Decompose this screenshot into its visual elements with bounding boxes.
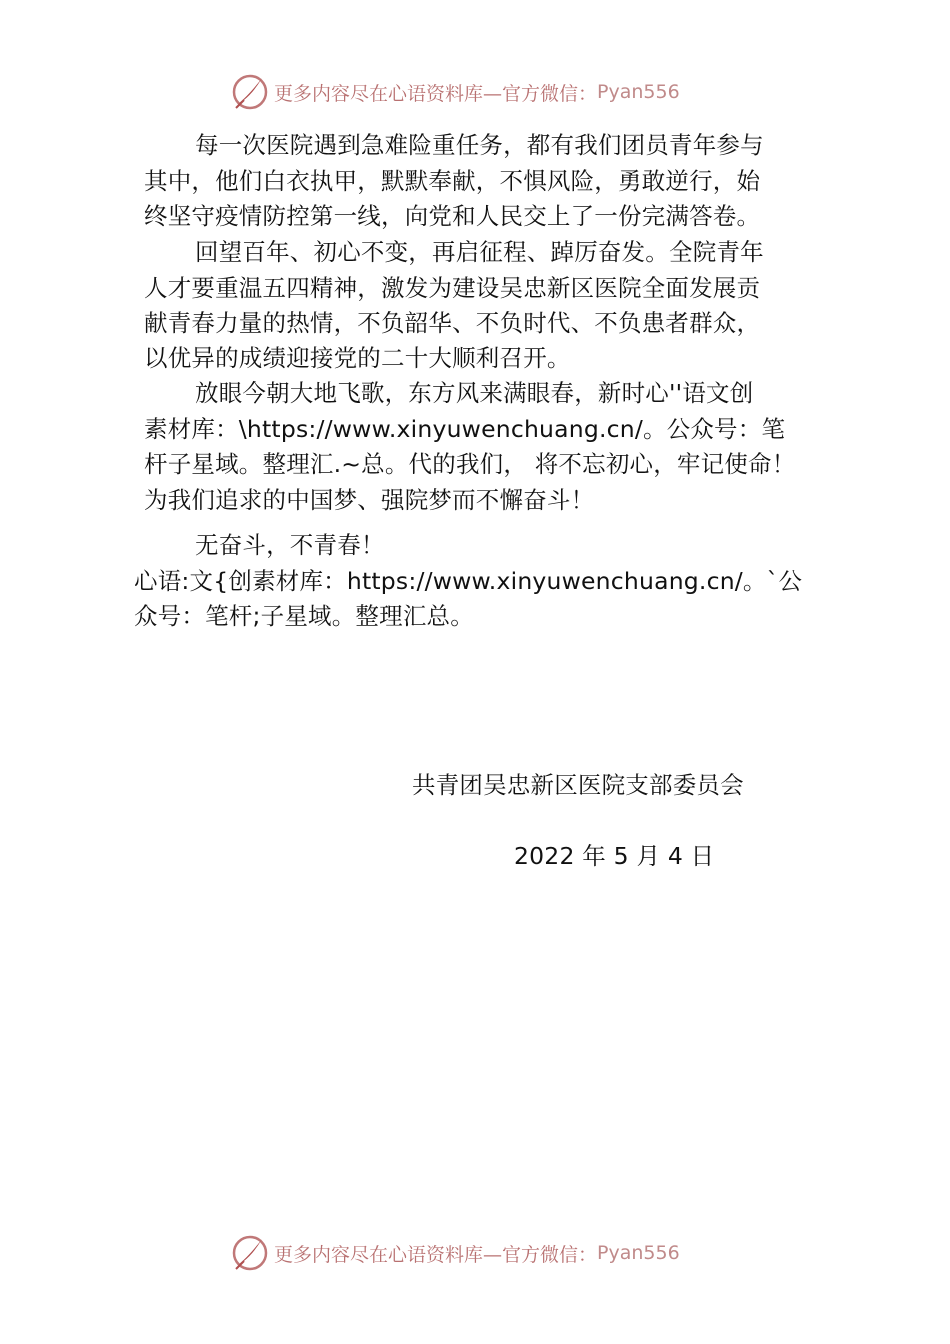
watermark-footer bbox=[230, 1233, 680, 1273]
body-line: 无奋斗，不青春！ bbox=[195, 531, 385, 559]
watermark-wechat-id: Pyan556 bbox=[597, 81, 680, 103]
body-line: 素材库：\https://www.xinyuwenchuang.cn/。公众号：笔 bbox=[144, 415, 786, 443]
watermark-header bbox=[230, 72, 680, 112]
body-line: 杆子星域。整理汇.~总。代的我们， 将不忘初心，牢记使命！ bbox=[144, 450, 796, 478]
body-line: 每一次医院遇到急难险重任务，都有我们团员青年参与 bbox=[195, 131, 764, 159]
body-line: 献青春力量的热情，不负韶华、不负时代、不负患者群众， bbox=[144, 309, 761, 337]
signature-organization: 共青团吴忠新区医院支部委员会 bbox=[412, 771, 744, 799]
signature-date: 2022 年 5 月 4 日 bbox=[514, 842, 715, 870]
watermark-wechat-id: Pyan556 bbox=[597, 1242, 680, 1264]
body-line: 终坚守疫情防控第一线，向党和人民交上了一份完满答卷。 bbox=[144, 202, 761, 230]
body-line: 众号：笔杆;子星域。整理汇总。 bbox=[134, 602, 474, 630]
body-line: 放眼今朝大地飞歌，东方风来满眼春，新时心''语文创 bbox=[195, 379, 754, 407]
body-line: 其中，他们白衣执甲，默默奉献，不惧风险，勇敢逆行，始 bbox=[144, 167, 761, 195]
watermark-brand-text: 更多内容尽在心语资料库—官方微信： bbox=[274, 82, 598, 105]
body-line: 以优异的成绩迎接党的二十大顺利召开。 bbox=[144, 344, 571, 372]
body-line: 心语:文{创素材库：https://www.xinyuwenchuang.cn/。`公 bbox=[134, 567, 803, 595]
body-line: 为我们追求的中国梦、强院梦而不懈奋斗！ bbox=[144, 486, 595, 514]
watermark-brand-text: 更多内容尽在心语资料库—官方微信： bbox=[274, 1243, 598, 1266]
body-line: 人才要重温五四精神，激发为建设吴忠新区医院全面发展贡 bbox=[144, 274, 761, 302]
feather-quill-logo-icon bbox=[230, 72, 270, 112]
body-line: 回望百年、初心不变，再启征程、踔厉奋发。全院青年 bbox=[195, 238, 764, 266]
feather-quill-logo-icon bbox=[230, 1233, 270, 1273]
